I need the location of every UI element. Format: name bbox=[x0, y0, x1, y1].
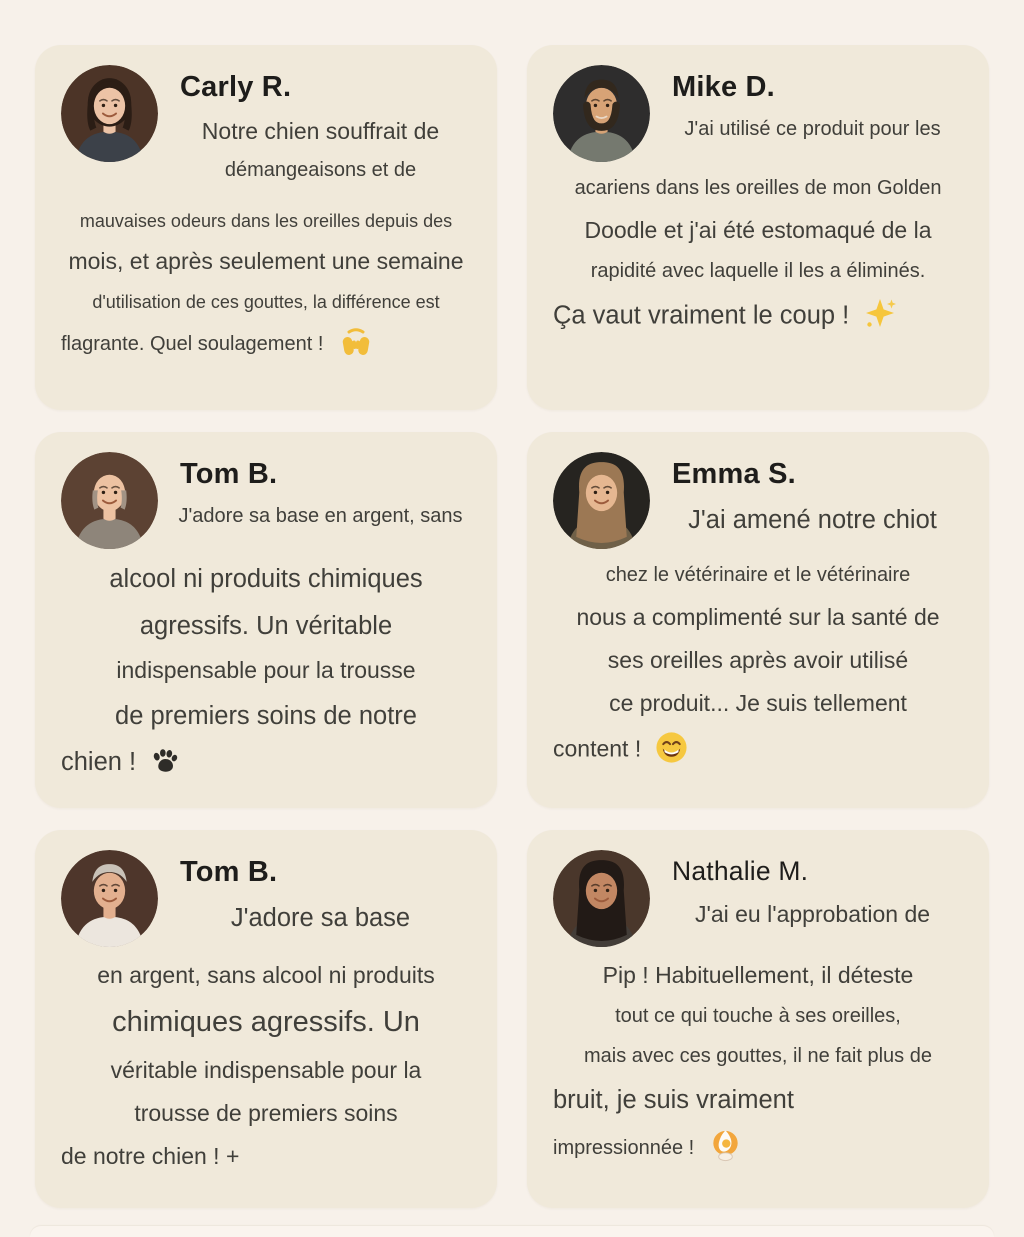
testimonials-grid bbox=[35, 45, 989, 1208]
card-header-column bbox=[158, 452, 471, 542]
review-text: mais avec ces gouttes, il ne fait plus de bbox=[584, 1045, 932, 1068]
review-line bbox=[170, 117, 471, 146]
review-text: trousse de premiers soins bbox=[134, 1099, 398, 1126]
card-header bbox=[61, 452, 471, 549]
review-text: d'utilisation de ces gouttes, la différence est bbox=[92, 291, 440, 312]
review-line bbox=[553, 563, 963, 589]
reviewer-avatar bbox=[61, 850, 158, 947]
card-header-column bbox=[650, 452, 963, 549]
review-line bbox=[553, 733, 963, 768]
review-line bbox=[662, 504, 963, 537]
review-line bbox=[61, 961, 471, 990]
review-text: mauvaises odeurs dans les oreilles depuis des bbox=[79, 211, 453, 232]
review-text: chimiques agressifs. Un bbox=[112, 1006, 420, 1039]
card-header bbox=[553, 850, 963, 947]
card-header-column bbox=[158, 65, 471, 196]
reviewer-avatar bbox=[553, 65, 650, 162]
review-line bbox=[170, 504, 471, 530]
review-text: tout ce qui touche à ses oreilles, bbox=[615, 1005, 901, 1028]
card-header-column bbox=[650, 850, 963, 941]
sparkles-emoji bbox=[862, 296, 898, 332]
review-line bbox=[61, 1142, 471, 1171]
review-line bbox=[61, 291, 471, 314]
review-text: Notre chien souffrait de bbox=[201, 118, 440, 144]
review-text: bruit, je suis vraiment bbox=[553, 1085, 794, 1114]
review-text: J'ai utilisé ce produit pour les bbox=[684, 118, 941, 140]
review-text: alcool ni produits chimiques bbox=[109, 565, 423, 593]
reviewer-name: Mike D. bbox=[672, 71, 775, 103]
review-line bbox=[662, 117, 963, 143]
review-line bbox=[61, 1004, 471, 1041]
card-header bbox=[553, 65, 963, 162]
review-text: ses oreilles après avoir utilisé bbox=[607, 647, 909, 674]
review-text: content ! bbox=[553, 735, 642, 762]
card-header-column bbox=[158, 850, 471, 947]
review-line bbox=[553, 1044, 963, 1070]
review-text: véritable indispensable pour la bbox=[110, 1056, 422, 1083]
reviewer-avatar bbox=[61, 452, 158, 549]
card-header bbox=[553, 452, 963, 549]
review-text: Doodle et j'ai été estomaqué de la bbox=[584, 216, 932, 243]
review-text: de notre chien ! + bbox=[61, 1143, 240, 1170]
review-text: nous a complimenté sur la santé de bbox=[576, 603, 940, 630]
review-line bbox=[61, 563, 471, 596]
review-line bbox=[61, 1056, 471, 1085]
reviewer-avatar bbox=[61, 65, 158, 162]
review-line bbox=[553, 689, 963, 718]
review-line bbox=[61, 656, 471, 685]
review-text: J'ai amené notre chiot bbox=[688, 506, 937, 534]
review-line bbox=[61, 210, 471, 233]
review-line bbox=[553, 259, 963, 285]
next-section-edge bbox=[30, 1226, 994, 1237]
reviewer-name: Emma S. bbox=[672, 458, 796, 490]
review-line bbox=[553, 1004, 963, 1030]
review-text: J'adore sa base en argent, sans bbox=[178, 505, 463, 527]
review-line bbox=[61, 1099, 471, 1128]
testimonial-card bbox=[35, 432, 497, 808]
review-line bbox=[61, 328, 471, 361]
review-line bbox=[170, 158, 471, 184]
review-text: indispensable pour la trousse bbox=[116, 657, 416, 684]
testimonial-card bbox=[527, 432, 989, 808]
review-text: rapidité avec laquelle il les a éliminés. bbox=[590, 260, 926, 283]
review-line bbox=[553, 646, 963, 675]
review-text: impressionnée ! bbox=[553, 1137, 695, 1160]
review-text: Ça vaut vraiment le coup ! bbox=[553, 301, 850, 330]
card-header bbox=[61, 65, 471, 196]
reviewer-name: Carly R. bbox=[180, 71, 292, 103]
testimonial-card bbox=[35, 45, 497, 410]
review-text: chez le vétérinaire et le vétérinaire bbox=[605, 564, 911, 586]
card-header-column bbox=[650, 65, 963, 155]
review-text: ce produit... Je suis tellement bbox=[609, 690, 907, 717]
review-line bbox=[553, 1130, 963, 1167]
review-line bbox=[61, 610, 471, 643]
review-text: flagrante. Quel soulagement ! bbox=[61, 332, 324, 355]
card-header bbox=[61, 850, 471, 947]
review-text: en argent, sans alcool ni produits bbox=[97, 962, 435, 988]
grinning-squint-emoji bbox=[654, 730, 689, 765]
review-line bbox=[170, 902, 471, 935]
review-text: agressifs. Un véritable bbox=[139, 611, 393, 640]
review-text: J'adore sa base bbox=[230, 904, 411, 932]
review-text: mois, et après seulement une semaine bbox=[68, 248, 464, 275]
testimonial-card bbox=[527, 830, 989, 1208]
review-line bbox=[61, 700, 471, 733]
review-text: de premiers soins de notre bbox=[115, 701, 417, 730]
reviewer-name: Nathalie M. bbox=[672, 856, 809, 886]
review-line bbox=[553, 961, 963, 990]
reviewer-name: Tom B. bbox=[180, 856, 278, 888]
testimonial-card bbox=[35, 830, 497, 1208]
raising-hands-emoji bbox=[336, 325, 376, 358]
review-line bbox=[553, 603, 963, 632]
review-line bbox=[61, 746, 471, 779]
review-line bbox=[553, 1084, 963, 1117]
review-text: chien ! bbox=[61, 748, 137, 777]
paw-print-emoji bbox=[149, 746, 178, 775]
reviewer-avatar bbox=[553, 452, 650, 549]
review-text: Pip ! Habituellement, il déteste bbox=[602, 962, 914, 988]
review-line bbox=[61, 247, 471, 276]
review-line bbox=[553, 216, 963, 245]
review-text: J'ai eu l'approbation de bbox=[694, 901, 931, 927]
review-line bbox=[662, 900, 963, 929]
reviewer-avatar bbox=[553, 850, 650, 947]
glow-drop-emoji bbox=[707, 1127, 744, 1164]
testimonial-card bbox=[527, 45, 989, 410]
review-text: acariens dans les oreilles de mon Golden bbox=[574, 177, 942, 199]
reviewer-name: Tom B. bbox=[180, 458, 278, 490]
review-line bbox=[553, 299, 963, 335]
review-line bbox=[553, 176, 963, 202]
review-text: démangeaisons et de bbox=[224, 159, 417, 182]
